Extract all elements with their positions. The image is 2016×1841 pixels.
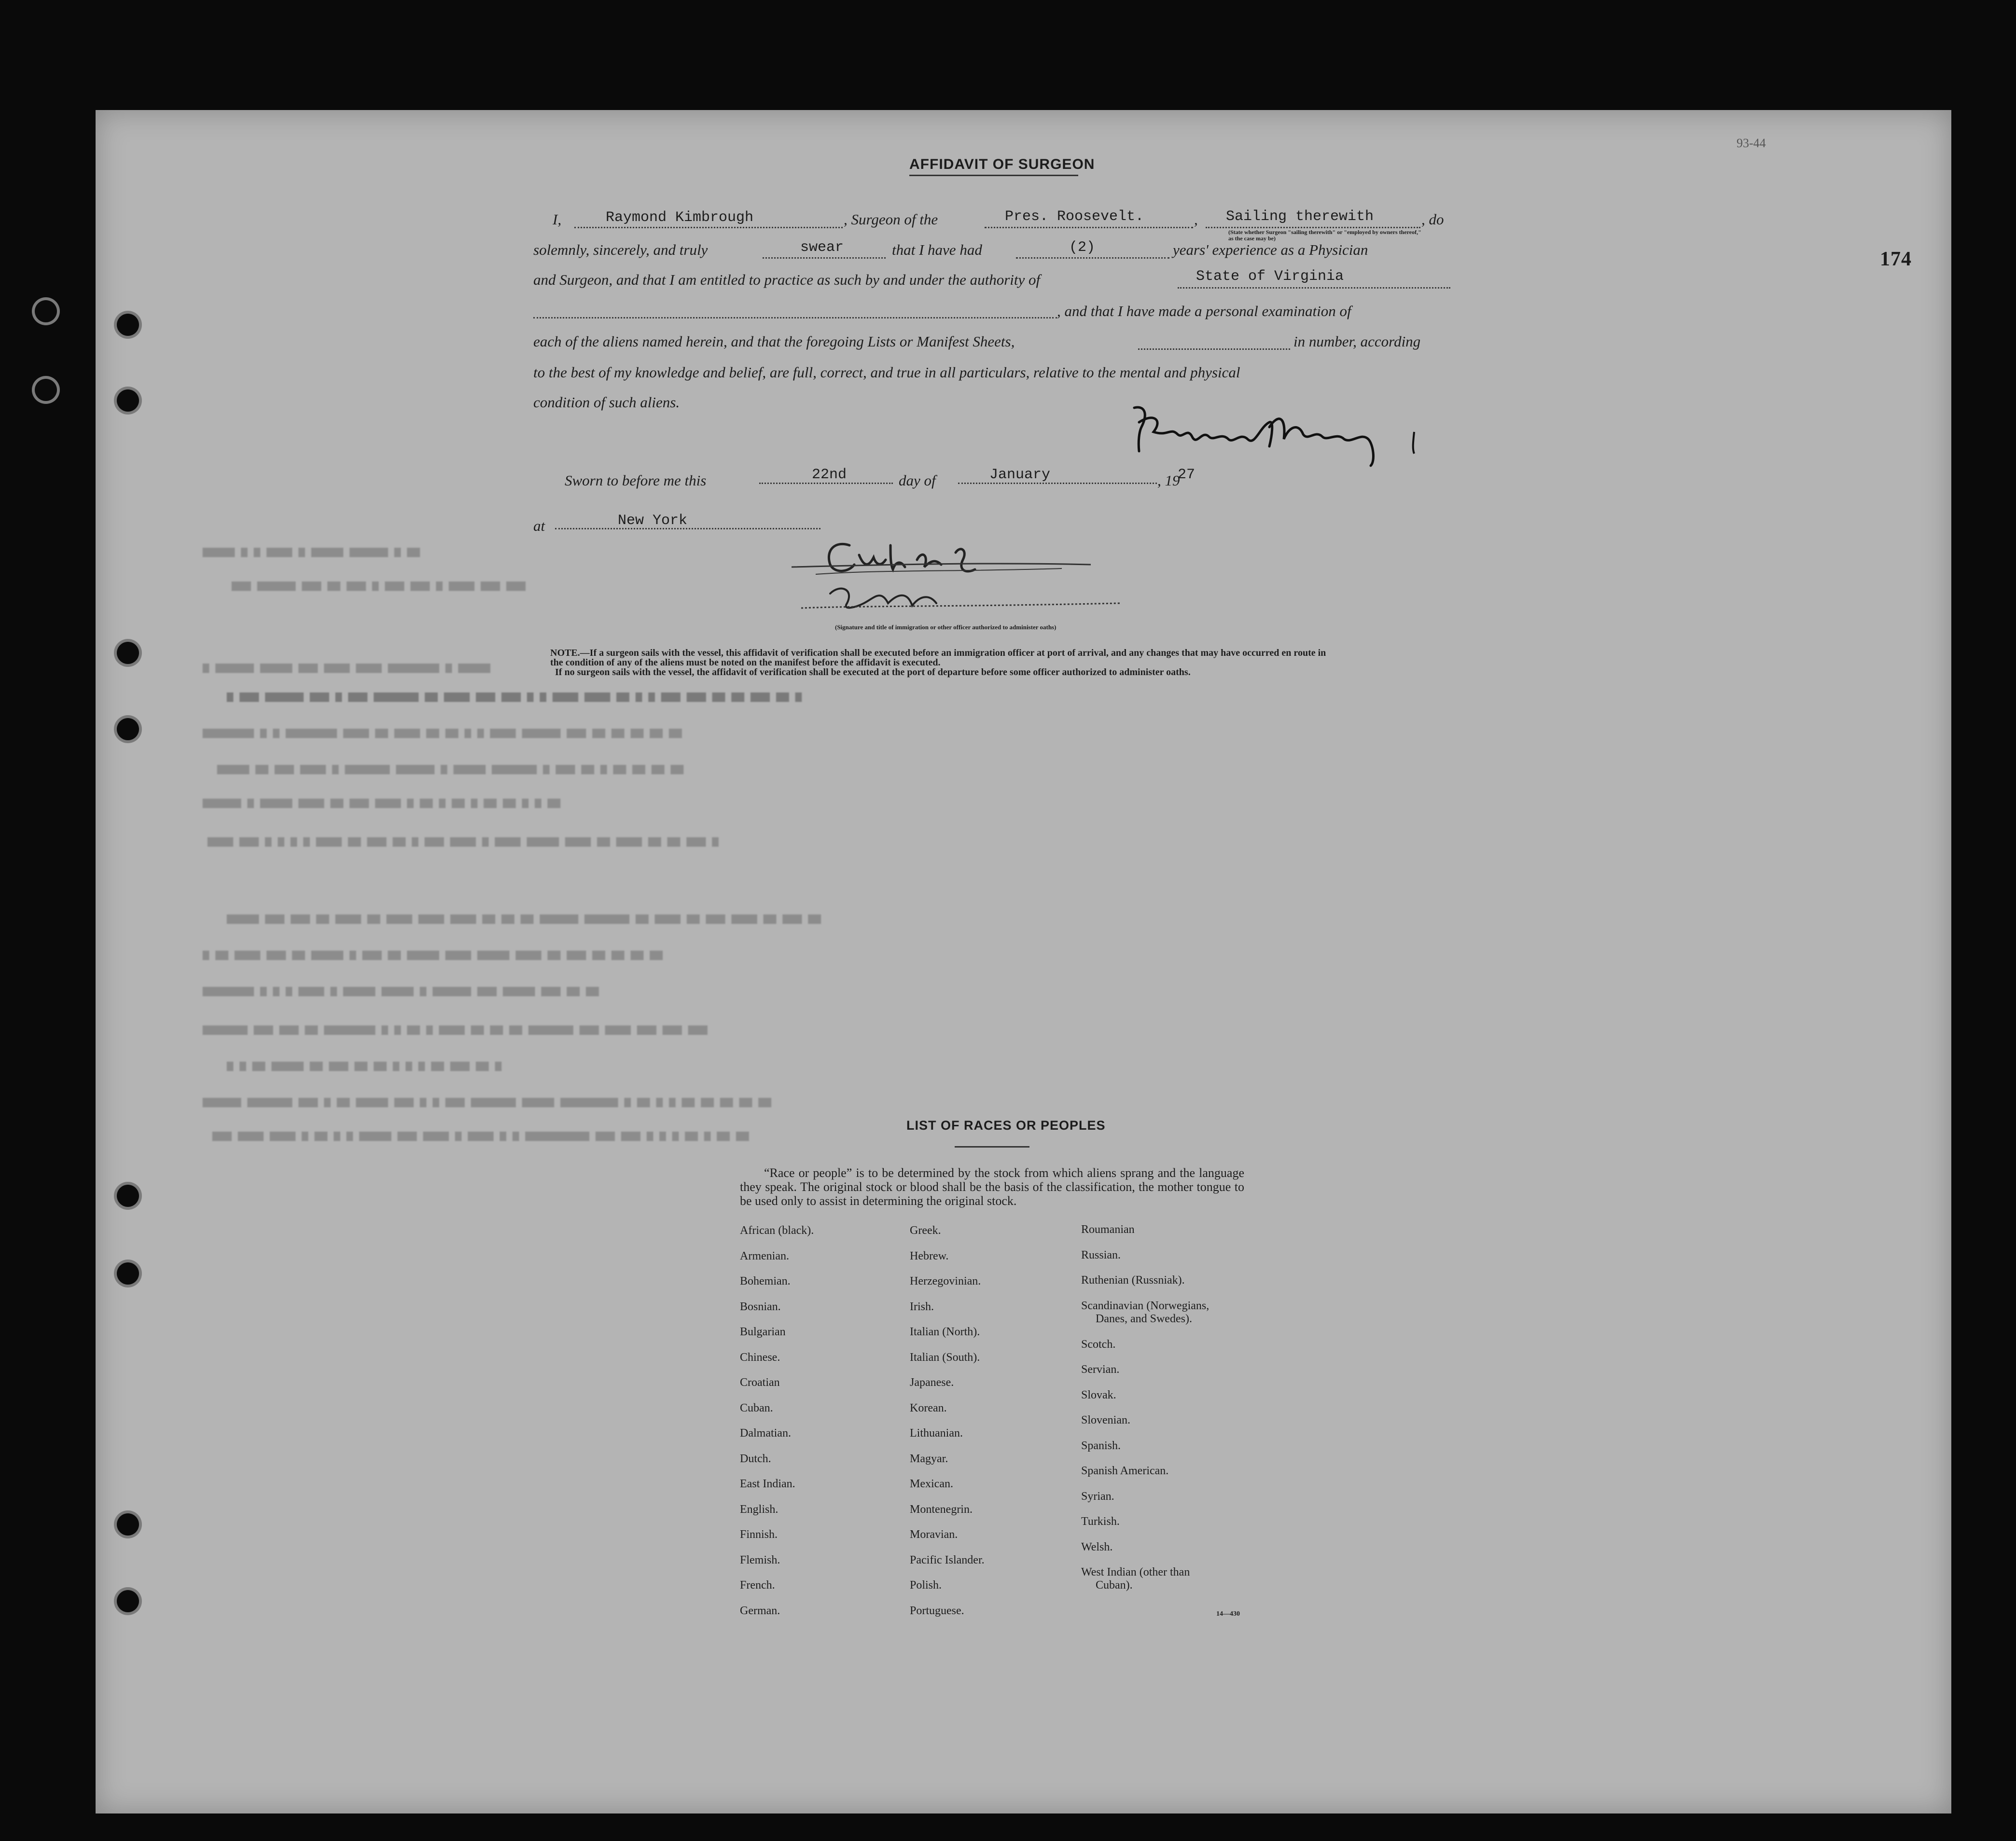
race-item: Scandinavian (Norwegians, [1081, 1299, 1210, 1312]
text-sworn: Sworn to before me this [565, 472, 707, 489]
bleed-through-text: ▆▆▆▆▆▆▆▆ ▆ ▆ ▆ ▆▆▆▆ ▆ ▆▆▆▆▆ ▆▆▆▆▆ ▆ ▆▆▆▆▆▆ ▆▆▆ ▆▆▆▆▆ ▆▆▆ ▆▆ ▆▆ [203, 985, 599, 997]
race-item: African (black). [740, 1224, 814, 1237]
officer-caption: (Signature and title of immigration or other officer authorized to administer oaths) [835, 623, 1057, 631]
race-item: Slovak. [1081, 1388, 1116, 1401]
race-item: Lithuanian. [910, 1427, 963, 1440]
race-item: Dutch. [740, 1452, 771, 1465]
race-item: Spanish. [1081, 1439, 1121, 1452]
race-item: Finnish. [740, 1528, 778, 1541]
race-item-continued: Cuban). [1096, 1579, 1133, 1592]
race-item: Slovenian. [1081, 1414, 1130, 1426]
punch-hole [35, 379, 57, 401]
race-item: Turkish. [1081, 1515, 1120, 1528]
text-day-of: day of [899, 472, 936, 489]
surgeon-signature [1125, 393, 1424, 471]
race-item: Dalmatian. [740, 1427, 791, 1440]
text-authority: and Surgeon, and that I am entitled to practice as such by and under the authority of [533, 271, 1041, 288]
punch-hole [117, 314, 139, 336]
bleed-through-text: ▆▆▆▆▆▆ ▆▆▆▆▆▆▆ ▆▆▆ ▆ ▆▆ ▆▆▆▆▆ ▆▆▆ ▆ ▆ ▆▆▆ ▆▆▆▆▆▆▆ ▆▆▆▆▆ ▆▆▆▆▆▆▆▆▆ ▆ ▆▆ ▆ ▆ ▆▆ ▆▆ ▆▆ ▆▆ ▆▆ [203, 1096, 771, 1108]
race-item: Mexican. [910, 1478, 953, 1490]
officer-signature [792, 531, 1139, 627]
oath-type: swear [800, 239, 844, 256]
punch-hole [117, 1185, 139, 1207]
race-item: Spanish American. [1081, 1465, 1169, 1477]
text-i: I, [553, 211, 562, 228]
race-item: Japanese. [910, 1376, 954, 1389]
race-item: Scotch. [1081, 1338, 1116, 1351]
punch-hole [117, 1590, 139, 1612]
surgeon-name-line [574, 227, 843, 228]
punch-hole [117, 718, 139, 740]
sheets-count-line [1138, 348, 1290, 350]
race-item: Welsh. [1081, 1540, 1113, 1553]
race-item: Hebrew. [910, 1249, 949, 1262]
years-line [1016, 257, 1169, 259]
status-note: (State whether Surgeon "sailing therewith" or "employed by owners thereof," as the case may be) [1228, 229, 1421, 242]
bleed-through-text: ▆▆▆▆▆ ▆▆ ▆▆▆ ▆▆▆▆ ▆ ▆▆▆▆▆▆▆ ▆▆▆▆▆▆ ▆ ▆▆▆▆▆ ▆▆▆▆▆▆▆ ▆ ▆▆▆ ▆▆ ▆ ▆▆ ▆▆ ▆▆ ▆▆ [217, 763, 684, 775]
punch-hole [117, 642, 139, 664]
years-experience: (2) [1069, 239, 1096, 256]
note-line-2: the condition of any of the aliens must be noted on the manifest before the affidavit is executed. [550, 657, 941, 668]
punch-hole [117, 389, 139, 412]
bleed-through-text: ▆▆▆▆▆▆▆ ▆▆▆ ▆▆▆ ▆▆ ▆▆▆▆▆▆▆▆ ▆ ▆ ▆▆ ▆ ▆▆▆▆ ▆▆ ▆▆ ▆▆ ▆▆▆▆▆▆▆ ▆▆▆ ▆▆▆▆ ▆▆▆ ▆▆▆ ▆▆▆ [203, 1024, 708, 1036]
race-item: Montenegrin. [910, 1503, 973, 1516]
text-do: , do [1421, 211, 1444, 228]
bleed-through-text: ▆ ▆▆▆ ▆▆▆▆▆▆ ▆▆▆ ▆ ▆▆▆ ▆▆▆▆▆▆▆ ▆▆ ▆▆▆▆ ▆▆▆ ▆▆▆ ▆ ▆ ▆▆▆▆ ▆▆▆▆ ▆▆ ▆ ▆ ▆▆▆ ▆▆▆ ▆▆ ▆▆ ▆▆▆ ▆▆ ▆ [227, 691, 802, 703]
bleed-through-text: ▆▆▆▆▆ ▆▆▆ ▆▆▆ ▆▆ ▆▆▆▆ ▆▆ ▆▆▆▆ ▆▆▆▆ ▆▆▆▆ ▆▆ ▆▆ ▆▆ ▆▆▆▆▆▆ ▆▆▆▆▆▆▆ ▆▆ ▆▆▆▆ ▆▆ ▆▆▆ ▆▆▆▆ ▆▆ ▆▆▆ ▆▆ [227, 913, 821, 925]
race-item: Syrian. [1081, 1490, 1114, 1503]
race-item: Cuban. [740, 1401, 773, 1414]
race-item: Herzegovinian. [910, 1275, 981, 1287]
text-at: at [533, 517, 545, 534]
punch-hole [35, 300, 57, 322]
race-item: Pacific Islander. [910, 1553, 985, 1566]
race-item: Moravian. [910, 1528, 958, 1541]
races-column-3 [1081, 1223, 1209, 1592]
race-item: Italian (South). [910, 1351, 980, 1364]
race-item: Korean. [910, 1401, 947, 1414]
races-title-rule [955, 1146, 1029, 1148]
authority-line [1178, 287, 1450, 289]
bleed-through-text: ▆▆▆ ▆▆▆▆▆▆ ▆▆▆ ▆▆ ▆▆▆ ▆ ▆▆▆ ▆▆▆ ▆ ▆▆▆▆ ▆▆▆ ▆▆▆ [232, 580, 526, 592]
race-item: Russian. [1081, 1248, 1121, 1261]
race-item: Bohemian. [740, 1275, 791, 1287]
race-item: Greek. [910, 1224, 941, 1237]
race-item: Irish. [910, 1300, 934, 1313]
text-have-had: that I have had [892, 241, 982, 258]
race-item: West Indian (other than [1081, 1566, 1190, 1578]
vessel-line [985, 227, 1193, 228]
race-item: Armenian. [740, 1249, 789, 1262]
bleed-through-text: ▆▆▆ ▆▆▆▆ ▆▆▆▆ ▆ ▆▆ ▆ ▆ ▆▆▆▆▆ ▆▆▆ ▆▆▆▆ ▆ ▆▆▆▆ ▆ ▆ ▆▆▆▆▆▆▆▆▆▆ ▆▆▆ ▆▆▆ ▆ ▆ ▆ ▆▆ ▆ ▆▆ ▆▆ [212, 1130, 749, 1142]
sworn-place: New York [618, 512, 688, 529]
race-item: Chinese. [740, 1351, 780, 1364]
races-intro: “Race or people” is to be determined by the stock from which aliens sprang and the language they speak. The original stock or blood shall be the basis of the classification, the mother tongue to be used only to assist in determining the original stock. [740, 1166, 1244, 1208]
text-examination: , and that I have made a personal examination of [1057, 303, 1351, 319]
races-column-1 [740, 1224, 814, 1630]
form-code: 14—430 [1216, 1610, 1240, 1618]
race-item: Portuguese. [910, 1604, 964, 1617]
punch-hole [117, 1262, 139, 1285]
race-item: Servian. [1081, 1363, 1120, 1376]
text-years-experience: years' experience as a Physician [1173, 241, 1368, 258]
text-condition: condition of such aliens. [533, 394, 680, 411]
sworn-year: 27 [1178, 467, 1196, 483]
race-item: Bulgarian [740, 1326, 786, 1338]
bleed-through-text: ▆ ▆▆ ▆▆▆▆ ▆▆▆ ▆▆ ▆▆▆▆▆ ▆ ▆▆▆ ▆▆ ▆▆▆▆▆ ▆▆▆▆ ▆▆▆▆▆ ▆▆▆▆ ▆▆ ▆▆▆ ▆▆ ▆▆ ▆▆ ▆▆ [203, 949, 663, 961]
race-item: Croatian [740, 1376, 780, 1389]
race-item: Ruthenian (Russniak). [1081, 1274, 1185, 1287]
races-title: LIST OF RACES OR PEOPLES [906, 1118, 1106, 1133]
place-line [555, 528, 820, 529]
race-item: Roumanian [1081, 1223, 1135, 1236]
race-item-continued: Danes, and Swedes). [1096, 1312, 1192, 1325]
oath-line [763, 257, 886, 259]
race-item: French. [740, 1579, 775, 1592]
races-column-2 [910, 1224, 985, 1630]
race-item: Italian (North). [910, 1326, 980, 1338]
month-line [958, 483, 1157, 484]
bleed-through-text: ▆ ▆▆▆▆▆▆ ▆▆▆▆▆ ▆▆▆ ▆▆▆▆ ▆▆▆▆ ▆▆▆▆▆▆▆▆ ▆ ▆▆▆▆▆ [203, 662, 490, 674]
race-item: German. [740, 1604, 780, 1617]
race-item: Flemish. [740, 1553, 780, 1566]
bleed-through-text: ▆▆▆▆▆▆▆▆ ▆ ▆ ▆▆▆▆▆▆▆▆ ▆▆▆▆ ▆▆ ▆▆▆▆ ▆▆ ▆▆ ▆ ▆ ▆▆▆▆ ▆▆▆▆▆▆ ▆▆▆ ▆▆ ▆▆ ▆▆ ▆▆ ▆▆ [203, 727, 682, 739]
text-knowledge: to the best of my knowledge and belief, are full, correct, and true in all particulars, relative to the mental and physical [533, 364, 1240, 381]
race-item: East Indian. [740, 1478, 795, 1490]
text-surgeon-of: , Surgeon of the [844, 211, 938, 228]
corner-mark: 93-44 [1737, 136, 1766, 150]
bleed-through-text: ▆ ▆ ▆▆ ▆▆▆▆▆ ▆▆ ▆▆▆ ▆▆ ▆▆ ▆ ▆ ▆ ▆▆ ▆▆▆ ▆▆ ▆ [227, 1060, 501, 1072]
race-item: Polish. [910, 1579, 942, 1592]
punch-hole [117, 1513, 139, 1536]
race-item: Magyar. [910, 1452, 948, 1465]
race-item: Bosnian. [740, 1300, 781, 1313]
text-manifest: each of the aliens named herein, and that the foregoing Lists or Manifest Sheets, [533, 333, 1015, 350]
sworn-day: 22nd [812, 467, 847, 483]
surgeon-name: Raymond Kimbrough [606, 209, 754, 226]
authority-state: State of Virginia [1196, 268, 1344, 285]
sworn-month: January [989, 467, 1051, 483]
page-number: 174 [1880, 248, 1912, 270]
affidavit-title: AFFIDAVIT OF SURGEON [909, 156, 1095, 172]
blank-line [533, 317, 1057, 318]
bleed-through-text: ▆▆▆▆▆ ▆ ▆ ▆▆▆▆ ▆ ▆▆▆▆▆ ▆▆▆▆▆▆ ▆ ▆▆ [203, 546, 420, 558]
vessel-name: Pres. Roosevelt. [1005, 208, 1144, 225]
race-item: English. [740, 1503, 779, 1516]
title-rule [909, 175, 1078, 176]
bleed-through-text: ▆▆▆▆ ▆▆▆ ▆ ▆ ▆ ▆ ▆▆▆▆ ▆▆ ▆▆▆ ▆▆ ▆ ▆▆▆ ▆▆▆▆ ▆ ▆▆▆▆ ▆▆▆▆▆ ▆▆▆▆ ▆▆ ▆▆▆▆ ▆▆ ▆▆ ▆▆▆ ▆ [208, 835, 719, 847]
sailing-status: Sailing therewith [1226, 208, 1374, 225]
text-year-prefix: , 19 [1157, 472, 1180, 489]
text-in-number: in number, according [1293, 333, 1421, 350]
text-comma: , [1194, 211, 1198, 228]
text-solemnly: solemnly, sincerely, and truly [533, 241, 708, 258]
status-line [1206, 227, 1420, 228]
bleed-through-text: ▆▆▆▆▆▆ ▆ ▆▆▆▆▆ ▆▆▆▆ ▆▆ ▆▆▆ ▆▆▆▆ ▆ ▆▆ ▆ ▆▆ ▆ ▆▆ ▆▆ ▆ ▆ ▆▆ [203, 797, 561, 809]
note-line-1: NOTE.—If a surgeon sails with the vessel, this affidavit of verification shall be executed before an immigration officer at port of arrival, and any changes that may have occurred en route in [550, 648, 1326, 658]
note-line-3: If no surgeon sails with the vessel, the affidavit of verification shall be executed at the port of departure before some officer authorized to administer oaths. [555, 667, 1191, 678]
